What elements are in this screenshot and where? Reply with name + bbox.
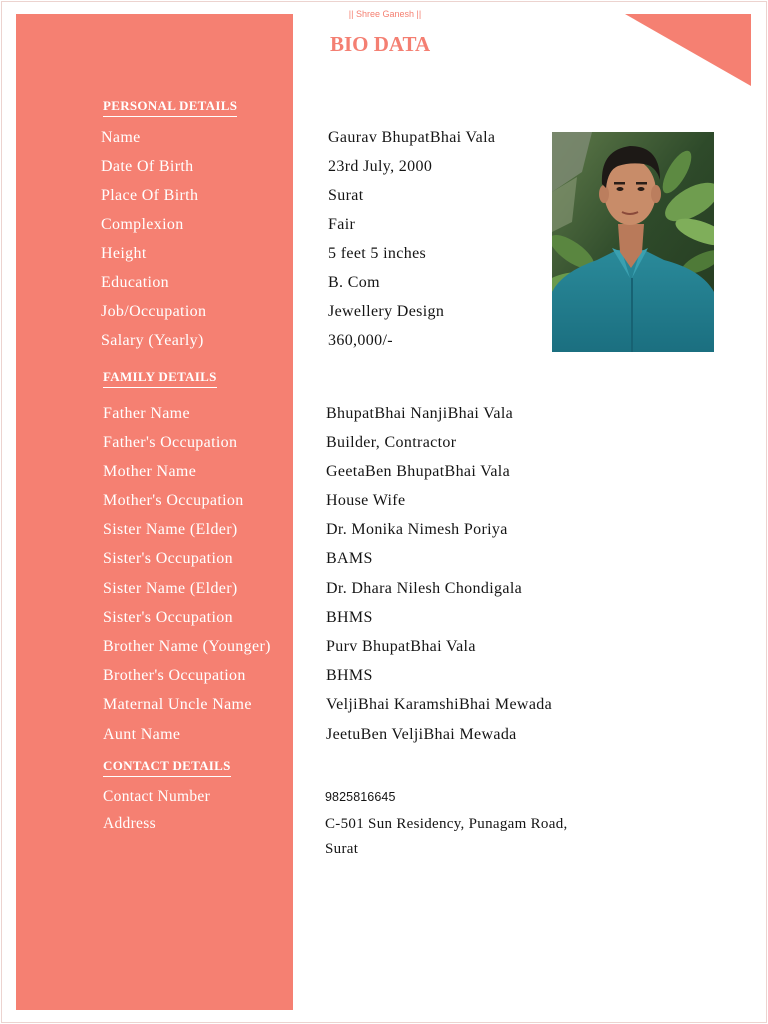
corner-triangle-decoration	[625, 14, 751, 86]
detail-value: House Wife	[326, 492, 406, 510]
detail-label: Sister's Occupation	[103, 550, 233, 568]
page-title: BIO DATA	[330, 32, 431, 56]
detail-value: Jewellery Design	[328, 302, 445, 320]
detail-value: Dr. Monika Nimesh Poriya	[326, 521, 508, 539]
detail-label: Height	[101, 244, 147, 262]
detail-label: Complexion	[101, 215, 184, 233]
detail-label: Sister Name (Elder)	[103, 521, 238, 539]
detail-value: JeetuBen VeljiBhai Mewada	[326, 725, 517, 743]
detail-label: Education	[101, 273, 170, 291]
detail-value: 23rd July, 2000	[328, 157, 433, 175]
detail-value: BAMS	[326, 550, 373, 568]
detail-label: Mother's Occupation	[103, 492, 244, 510]
contact-details-heading: CONTACT DETAILS	[103, 758, 231, 777]
detail-row-mother-occupation	[0, 486, 768, 515]
detail-row-brother-name	[0, 632, 768, 661]
detail-value: Fair	[328, 215, 356, 233]
invocation-text: || Shree Ganesh ||	[348, 9, 422, 19]
detail-value: 5 feet 5 inches	[328, 244, 427, 262]
contact-number-value: 9825816645	[325, 790, 396, 804]
detail-label: Date Of Birth	[101, 157, 194, 175]
detail-label: Father's Occupation	[103, 433, 238, 451]
detail-value: Surat	[328, 186, 364, 204]
detail-row-brother-occupation	[0, 661, 768, 690]
detail-label: Sister Name (Elder)	[103, 579, 238, 597]
detail-label: Brother Name (Younger)	[103, 638, 271, 655]
detail-value: B. Com	[328, 273, 380, 291]
detail-value: 360,000/-	[328, 331, 393, 349]
detail-row-father-name	[0, 399, 768, 428]
detail-value: Dr. Dhara Nilesh Chondigala	[326, 579, 523, 597]
detail-row-mother-name	[0, 457, 768, 486]
family-details-heading: FAMILY DETAILS	[103, 369, 217, 388]
profile-photo	[552, 132, 714, 352]
detail-row-sister-occupation-1	[0, 544, 768, 573]
detail-label: Father Name	[103, 404, 190, 422]
address-line-1: C-501 Sun Residency, Punagam Road,	[325, 816, 568, 832]
detail-value: Gaurav BhupatBhai Vala	[328, 128, 496, 146]
detail-label: Maternal Uncle Name	[103, 696, 252, 714]
detail-value: Purv BhupatBhai Vala	[326, 638, 476, 655]
family-details-list	[0, 399, 768, 749]
detail-label: Salary (Yearly)	[101, 331, 204, 349]
detail-row-sister-name-2	[0, 574, 768, 603]
detail-value: BHMS	[326, 667, 373, 685]
personal-details-heading: PERSONAL DETAILS	[103, 98, 237, 117]
detail-value: BhupatBhai NanjiBhai Vala	[326, 404, 514, 422]
detail-label: Aunt Name	[103, 725, 181, 743]
profile-photo-illustration	[552, 132, 714, 352]
detail-label: Brother's Occupation	[103, 667, 246, 685]
detail-label: Job/Occupation	[101, 302, 207, 320]
contact-number-label: Contact Number	[103, 788, 211, 805]
detail-value: Builder, Contractor	[326, 433, 457, 451]
detail-value: VeljiBhai KaramshiBhai Mewada	[326, 696, 553, 714]
detail-label: Mother Name	[103, 462, 197, 480]
detail-row-sister-name-1	[0, 515, 768, 544]
detail-row-sister-occupation-2	[0, 603, 768, 632]
detail-row-aunt	[0, 720, 768, 749]
detail-label: Name	[101, 128, 141, 146]
detail-value: GeetaBen BhupatBhai Vala	[326, 462, 511, 480]
detail-label: Place Of Birth	[101, 186, 199, 204]
address-label: Address	[103, 815, 156, 832]
detail-row-father-occupation	[0, 428, 768, 457]
detail-label: Sister's Occupation	[103, 608, 233, 626]
address-line-2: Surat	[325, 841, 359, 857]
detail-row-maternal-uncle	[0, 690, 768, 719]
detail-value: BHMS	[326, 608, 373, 626]
